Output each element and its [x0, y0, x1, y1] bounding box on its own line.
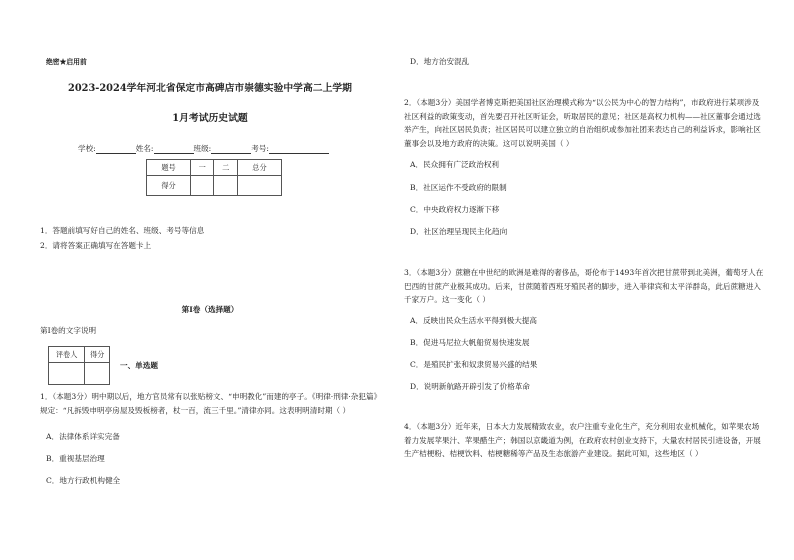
question-3-option-b[interactable]: B．促进马尼拉大帆船贸易快速发展 — [410, 338, 530, 347]
section-note: 第I卷的文字说明 — [40, 326, 97, 335]
score-header-cell: 题号 — [147, 160, 191, 176]
score-header-cell: 二 — [214, 160, 237, 176]
question-2-stem: 2．（本题3分）美国学者博克斯把美国社区治理模式称为“以公民为中心的智力结构”，市政府进行某项涉及社区利益的政策变动，首先要召开社区听证会，听取居民的意见；社区是高权力机构——社区董事会通过选举产生，向社区居民负责；社区居民可以建立独立的自治组织或参加社团来表达自己的利益诉求，影响社区董事会以及地方政府的决策。这可以说明美国（ ） — [404, 98, 761, 148]
grader-header-cell: 评卷人 — [49, 347, 85, 363]
school-blank[interactable] — [96, 145, 136, 154]
part-title: 一、单选题 — [120, 361, 158, 370]
question-2-option-c[interactable]: C．中央政府权力逐渐下移 — [410, 205, 500, 214]
score-table — [146, 159, 282, 196]
secret-label: 绝密★启用前 — [46, 58, 87, 66]
question-1-stem: 1．（本题3分）明中期以后，地方官员常有以张贴榜文、“申明教化”而建的亭子。《明律·刑律·杂犯篇》规定：“凡拆毁申明亭房屋及毁板榜者，杖一百，流三千里。”清律亦同。这表明明清时期（ ） — [40, 392, 378, 415]
name-label: 姓名: — [135, 144, 154, 153]
score-cell[interactable] — [237, 176, 281, 196]
class-label: 班级: — [193, 144, 212, 153]
question-1-option-c[interactable]: C．地方行政机构健全 — [46, 476, 121, 485]
exam-no-label: 考号: — [251, 144, 269, 153]
notice-item: 1．答题前填写好自己的姓名、班级、考号等信息 — [40, 226, 205, 235]
info-row — [78, 144, 329, 154]
school-label: 学校: — [78, 144, 96, 153]
score-row-label: 得分 — [147, 176, 191, 196]
exam-title-line1: 2023-2024学年河北省保定市高碑店市崇德实验中学高二上学期 — [68, 83, 352, 94]
score-cell[interactable] — [191, 176, 214, 196]
question-3-stem: 3．（本题3分）蔗糖在中世纪的欧洲是难得的奢侈品，哥伦布于1493年首次把甘蔗带到北美洲，葡萄牙人在巴西的甘蔗产业极其成功。后来，甘蔗随着西班牙殖民者的脚步，进入菲律宾和太平洋群岛，此后蔗糖进入千家万户。这一变化（ ） — [404, 268, 764, 305]
grader-table — [48, 346, 110, 385]
name-blank[interactable] — [154, 145, 194, 154]
question-3-option-c[interactable]: C．是殖民扩张和奴隶贸易兴盛的结果 — [410, 360, 538, 369]
question-2-option-d[interactable]: D．社区治理呈现民主化趋向 — [410, 227, 508, 236]
class-blank[interactable] — [211, 145, 251, 154]
question-2-option-b[interactable]: B．社区运作不受政府的限制 — [410, 183, 507, 192]
score-header-cell: 总分 — [237, 160, 281, 176]
score-cell[interactable] — [214, 176, 237, 196]
question-3-option-d[interactable]: D．说明新航路开辟引发了价格革命 — [410, 382, 530, 391]
grader-cell[interactable] — [85, 363, 110, 385]
exam-no-blank[interactable] — [269, 145, 329, 154]
question-1-option-b[interactable]: B．重视基层治理 — [46, 454, 105, 463]
question-1-option-a[interactable]: A．法律体系详实完备 — [46, 432, 120, 441]
score-header-cell: 一 — [191, 160, 214, 176]
question-2-option-a[interactable]: A．民众拥有广泛政治权利 — [410, 160, 500, 169]
notice-item: 2．请将答案正确填写在答题卡上 — [40, 241, 152, 250]
section-title: 第I卷（选择题） — [181, 305, 239, 314]
question-3-option-a[interactable]: A．反映出民众生活水平得到极大提高 — [410, 316, 537, 325]
grader-header-cell: 得分 — [85, 347, 110, 363]
question-1-option-d[interactable]: D．地方治安混乱 — [410, 57, 470, 66]
grader-cell[interactable] — [49, 363, 85, 385]
exam-title-line2: 1月考试历史试题 — [172, 113, 248, 124]
question-4-stem: 4．（本题3分）近年来，日本大力发展精致农业，农户注重专业化生产，充分利用农业机械化，如苹果农场着力发展苹果汁、苹果醋生产；韩国以京畿道为例，在政府农村创业支持下，大量农村居民引进设备，开展生产桔梗粉、桔梗饮料、桔梗糖稀等产品及生态旅游产业建设。据此可知，这些地区（ ） — [404, 422, 761, 459]
